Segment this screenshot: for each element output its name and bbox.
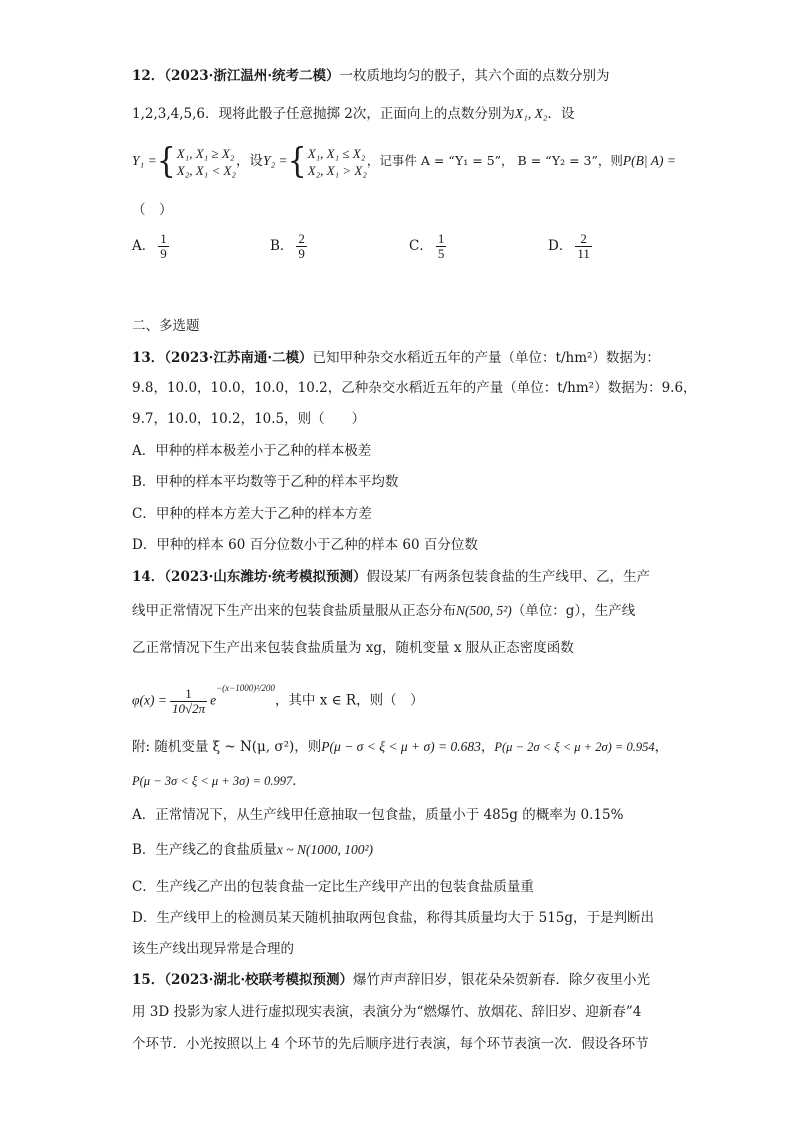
q14-note-line2: P(μ − 3σ < ξ < μ + 3σ) = 0.997． <box>132 773 306 789</box>
q12-option-a[interactable]: A． $\frac{1}{9}$ <box>132 231 167 261</box>
q12-line1 <box>132 66 610 86</box>
q14-option-b[interactable]: B．生产线乙的食盐质量x ~ N(1000, 100²) <box>132 842 374 858</box>
q12-line3: Y₁ ={ X₁, X₁ ≥ X₂ X₂, X₁ < X₂ ，设Y₂ ={ X₁, X₁ ≤ X₂ X₂, X₁ > X₂ ，记事件 A = “Y₁ = 5”， B = “Y₂ = 3”，则P(B| A) = <box>132 140 676 182</box>
q14-text1: 假设某厂有两条包装食盐的生产线甲、乙，生产 <box>366 569 651 585</box>
q14-density-formula: φ(x) = $\frac{1}{10√2\pi}$ $e^{-(x-1000)^2/200}$，其中 x ∈ R，则（ ） <box>132 683 424 716</box>
q15-line3: 个环节．小光按照以上 4 个环节的先后顺序进行表演，每个环节表演一次．假设各环节 <box>132 1036 649 1052</box>
q13-line1 <box>132 348 660 368</box>
q15-line1: 15．（2023·湖北·校联考模拟预测）爆竹声声辞旧岁，银花朵朵贺新春．除夕夜里小光 <box>132 972 651 988</box>
q13-option-b[interactable]: B．甲种的样本平均数等于乙种的样本平均数 <box>132 474 399 490</box>
q12-y2-cases: X₁, X₁ ≤ X₂ X₂, X₁ > X₂ <box>307 145 367 178</box>
q14-line3: 乙正常情况下生产出来包装食盐质量为 xg，随机变量 x 服从正态密度函数 <box>132 640 574 656</box>
q12-y1-lhs: Y₁ = <box>132 153 157 168</box>
q13-text1: 已知甲种杂交水稻近五年的产量（单位：t/hm²）数据为： <box>312 350 660 366</box>
q14-line1 <box>132 567 650 587</box>
q12-text2b: ．设 <box>547 106 575 122</box>
q13-option-c[interactable]: C．甲种的样本方差大于乙种的样本方差 <box>132 506 372 522</box>
q12-events: ，记事件 A = “Y₁ = 5”， B = “Y₂ = 3”，则 <box>366 153 623 168</box>
q12-option-c[interactable]: C． $\frac{1}{5}$ <box>409 231 445 261</box>
q12-text2a: 1,2,3,4,5,6．现将此骰子任意抛掷 2次，正面向上的点数分别为 <box>132 106 515 122</box>
q13-option-d[interactable]: D．甲种的样本 60 百分位数小于乙种的样本 60 百分位数 <box>132 537 478 553</box>
q12-line2 <box>132 104 575 124</box>
q12-prob: P(B| A) = <box>622 153 676 168</box>
q14-normal-a: N(500, 5²) <box>456 603 512 618</box>
q14-line2: 线甲正常情况下生产出来的包装食盐质量服从正态分布N(500, 5²)（单位：g），生产线 <box>132 603 636 619</box>
q14-option-c[interactable]: C．生产线乙产出的包装食盐一定比生产线甲产出的包装食盐质量重 <box>132 879 534 895</box>
q14-option-d-line2[interactable]: 该生产线出现异常是合理的 <box>132 941 294 957</box>
q13-line2: 9.8，10.0，10.0，10.0，10.2，乙种杂交水稻近五年的产量（单位：t/hm²）数据为：9.6， <box>132 380 697 396</box>
q12-option-b[interactable]: B． $\frac{2}{9}$ <box>270 231 305 261</box>
q12-text1: 一枚质地均匀的骰子，其六个面的点数分别为 <box>339 68 610 84</box>
q12-number: 12． <box>132 68 165 84</box>
q13-source: （2023·江苏南通·二模） <box>164 350 313 366</box>
q15-source: （2023·湖北·校联考模拟预测） <box>164 972 354 988</box>
q14-note-line1: 附: 随机变量 ξ ~ N(μ, σ²)，则P(μ − σ < ξ < μ + σ) = 0.683，P(μ − 2σ < ξ < μ + 2σ) = 0.954， <box>132 739 669 755</box>
q13-number: 13． <box>132 350 165 366</box>
section-heading: 二、多选题 <box>132 318 200 334</box>
q13-option-a[interactable]: A．甲种的样本极差小于乙种的样本极差 <box>132 443 372 459</box>
q12-paren: （ ） <box>132 202 173 218</box>
q12-option-d[interactable]: D． $\frac{2}{11}$ <box>548 231 590 261</box>
q15-line2: 用 3D 投影为家人进行虚拟现实表演，表演分为“燃爆竹、放烟花、辞旧岁、迎新春”4 <box>132 1004 642 1020</box>
q14-option-d-line1[interactable]: D．生产线甲上的检测员某天随机抽取两包食盐，称得其质量均大于 515g，于是判断出 <box>132 910 655 926</box>
q13-line3: 9.7，10.0，10.2，10.5，则（ ） <box>132 411 366 427</box>
q12-y2-lhs: Y₂ = <box>262 153 288 168</box>
q14-source: （2023·山东潍坊·统考模拟预测） <box>164 569 367 585</box>
q12-mid: ，设 <box>235 153 263 169</box>
q14-number: 14． <box>132 569 165 585</box>
q12-vars: X₁, X₂ <box>514 106 548 121</box>
q15-number: 15． <box>132 972 165 988</box>
q12-y1-cases: X₁, X₁ ≥ X₂ X₂, X₁ < X₂ <box>176 145 236 178</box>
q14-option-a[interactable]: A．正常情况下，从生产线甲任意抽取一包食盐，质量小于 485g 的概率为 0.15% <box>132 807 624 823</box>
q12-source: （2023·浙江温州·统考二模） <box>164 68 340 84</box>
